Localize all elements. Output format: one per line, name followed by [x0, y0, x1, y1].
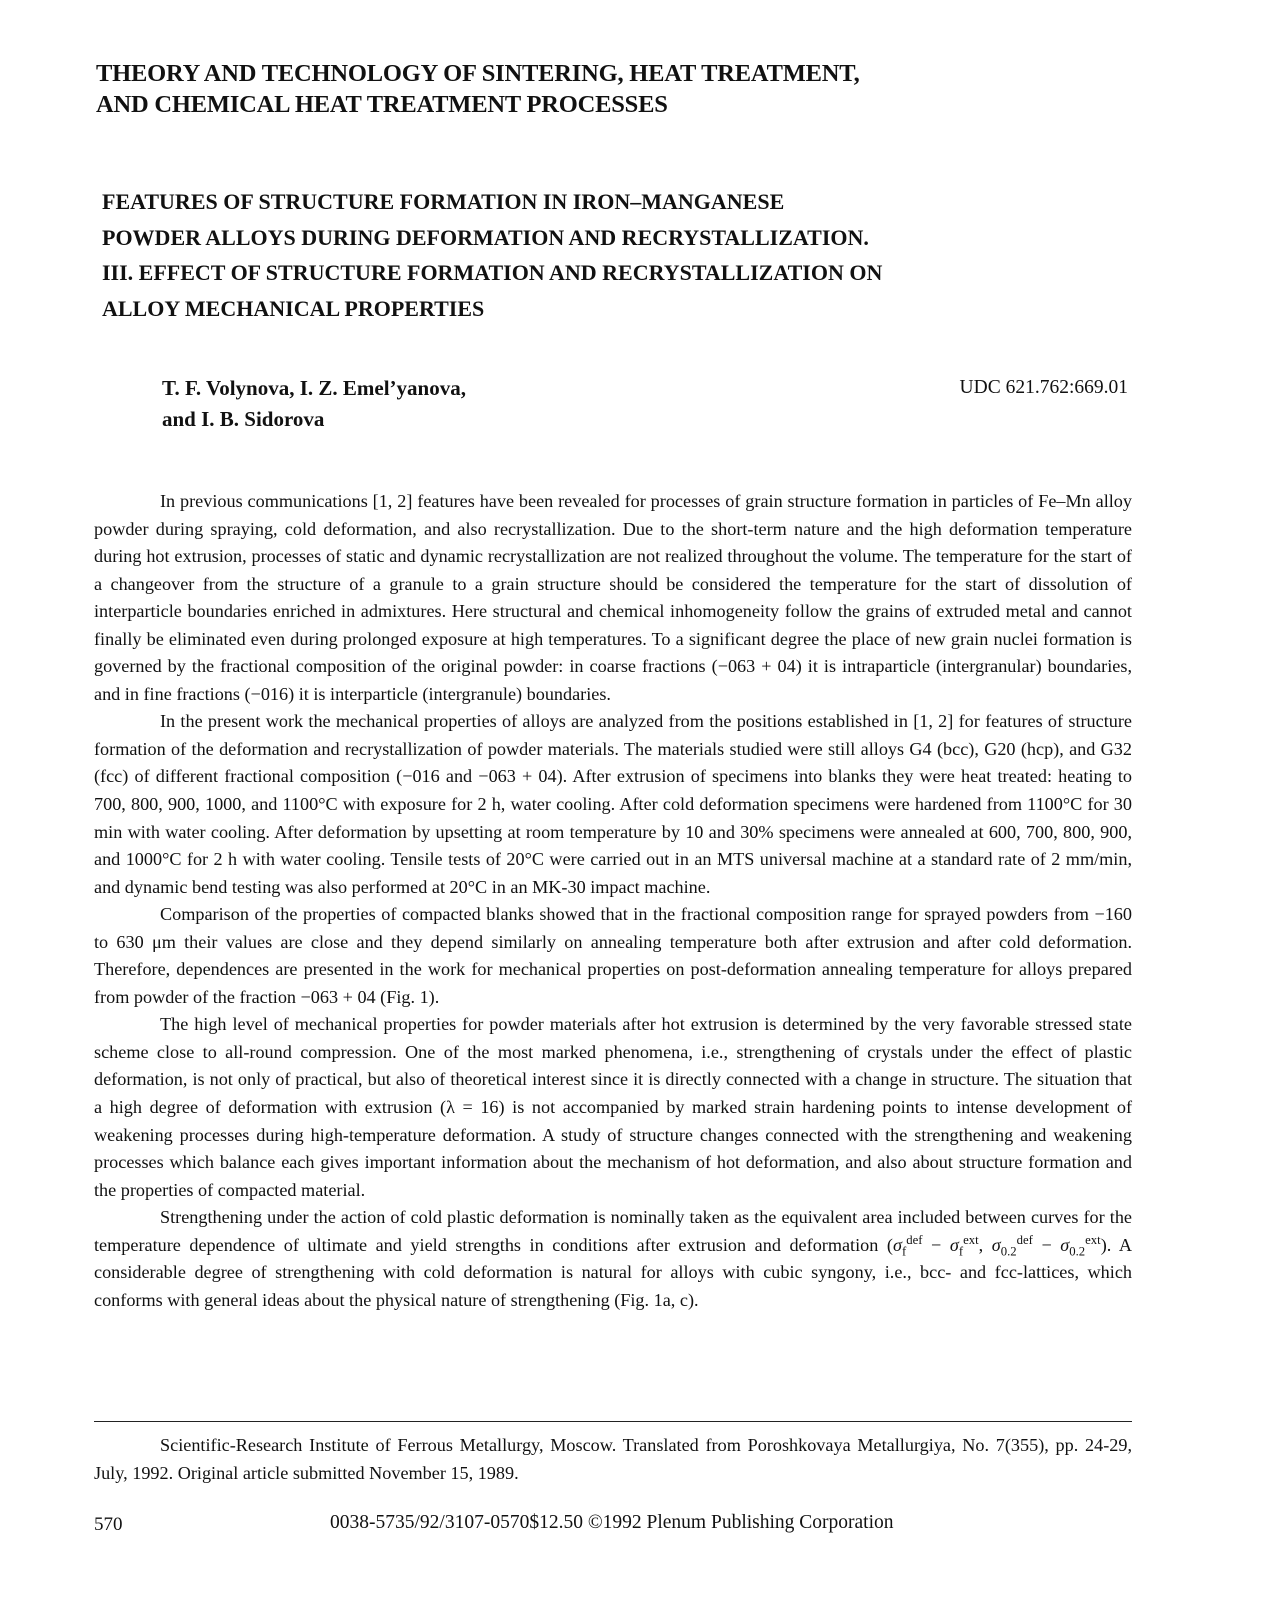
paragraph: The high level of mechanical properties for powder materials after hot extrusion is determined by the very favorable stressed state scheme close to all-round compression. One of the most marked phenomena, i.e., strengthening of crystals under the effect of plastic deformation, is not only of practical, but also of theoretical interest since it is directly connected with a change in structure. The situation that a high degree of deformation with extrusion (λ = 16) is not accompanied by marked strain hardening points to intense development of weakening processes during high-temperature deformation. A study of structure changes connected with the strengthening and weakening processes which balance each gives important information about the mechanism of hot deformation, and also about structure formation and the properties of compacted material.	[94, 1014, 1132, 1200]
superscript: def	[906, 1232, 923, 1247]
subscript: f	[901, 1244, 907, 1259]
article-title-line: POWDER ALLOYS DURING DEFORMATION AND RECRYSTALLIZATION.	[102, 224, 869, 250]
subscript: 0.2	[1000, 1244, 1017, 1259]
udc-code: UDC 621.762:669.01	[959, 377, 1128, 398]
superscript: def	[1016, 1232, 1033, 1247]
sigma-symbol: σ	[892, 1234, 902, 1255]
section-heading-line: AND CHEMICAL HEAT TREATMENT PROCESSES	[96, 91, 668, 118]
paragraph: In previous communications [1, 2] features have been revealed for processes of grain structure formation in particles of Fe–Mn alloy powder during spraying, cold deformation, and also recrystallization. Due to the short-term nature and the high deformation temperature during hot extrusion, processes of static and dynamic recrystallization are not realized throughout the volume. The temperature for the start of a changeover from the structure of a granule to a grain structure should be considered the temperature for the start of dissolution of interparticle boundaries enriched in admixtures. Here structural and chemical inhomogeneity follow the grains of extruded metal and cannot finally be eliminated even during prolonged exposure at high temperatures. To a significant degree the place of new grain nuclei formation is governed by the fractional composition of the original powder: in coarse fractions (−063 + 04) it is intraparticle (intergranular) boundaries, and in fine fractions (−016) it is interparticle (intergranule) boundaries.	[94, 491, 1132, 704]
sigma-symbol: σ	[991, 1234, 1001, 1255]
paragraph	[94, 1204, 1132, 1314]
footnote-divider	[94, 1421, 1132, 1422]
sigma-symbol: σ	[949, 1234, 959, 1255]
page-number: 570	[94, 1514, 123, 1535]
sigma-symbol: σ	[1060, 1234, 1070, 1255]
author-line: T. F. Volynova, I. Z. Emel’yanova,	[162, 376, 466, 400]
paragraph-text: Strengthening under the action of cold plastic deformation is nominally taken as the equivalent area included between curves for the temperature dependence of ultimate and yield strengths in conditions after extrusion and deformation (	[94, 1207, 1132, 1255]
section-heading	[96, 58, 1156, 120]
author-list	[162, 373, 762, 435]
paragraph: In the present work the mechanical properties of alloys are analyzed from the positions established in [1, 2] for features of structure formation of the deformation and recrystallization of powder materials. The materials studied were still alloys G4 (bcc), G20 (hcp), and G32 (fcc) of different fractional composition (−016 and −063 + 04). After extrusion of specimens into blanks they were heat treated: heating to 700, 800, 900, 1000, and 1100°C with exposure for 2 h, water cooling. After cold deformation specimens were hardened from 1100°C for 30 min with water cooling. After deformation by upsetting at room temperature by 10 and 30% specimens were annealed at 600, 700, 800, 900, and 1000°C for 2 h with water cooling. Tensile tests of 20°C were carried out in an MTS universal machine at a standard rate of 2 mm/min, and dynamic bend testing was also performed at 20°C in an MK-30 impact machine.	[94, 711, 1132, 897]
footnote-text: Scientific-Research Institute of Ferrous Metallurgy, Moscow. Translated from Poroshkovaya Metallurgiya, No. 7(355), pp. 24-29, July, 1992. Original article submitted November 15, 1989.	[94, 1435, 1132, 1483]
subscript: 0.2	[1069, 1244, 1086, 1259]
copyright-line: 0038-5735/92/3107-0570$12.50 ©1992 Plenum Publishing Corporation	[330, 1512, 894, 1533]
superscript: ext	[963, 1232, 979, 1247]
subscript: f	[958, 1244, 964, 1259]
minus-sign: −	[1032, 1234, 1061, 1255]
paragraph: Comparison of the properties of compacted blanks showed that in the fractional composition range for sprayed powders from −160 to 630 μm their values are close and they depend similarly on annealing temperature both after extrusion and after cold deformation. Therefore, dependences are presented in the work for mechanical properties on post-deformation annealing temperature for alloys prepared from powder of the fraction −063 + 04 (Fig. 1).	[94, 904, 1132, 1007]
article-title	[102, 184, 1162, 326]
section-heading-line: THEORY AND TECHNOLOGY OF SINTERING, HEAT TREATMENT,	[96, 60, 860, 87]
article-body	[94, 488, 1132, 1314]
footnote	[94, 1432, 1132, 1487]
superscript: ext	[1085, 1232, 1101, 1247]
article-title-line: FEATURES OF STRUCTURE FORMATION IN IRON–MANGANESE	[102, 189, 785, 214]
article-title-line: III. EFFECT OF STRUCTURE FORMATION AND RECRYSTALLIZATION ON	[102, 260, 883, 285]
paragraph-text: ). A considerable degree of strengthening with cold deformation is natural for alloys with cubic syngony, i.e., bcc- and fcc-lattices, which conforms with general ideas about the physical nature of strengthening (Fig. 1a, c).	[94, 1234, 1132, 1310]
separator: ,	[978, 1234, 992, 1255]
author-line: and I. B. Sidorova	[162, 407, 325, 431]
minus-sign: −	[922, 1234, 950, 1255]
article-title-line: ALLOY MECHANICAL PROPERTIES	[102, 295, 485, 321]
